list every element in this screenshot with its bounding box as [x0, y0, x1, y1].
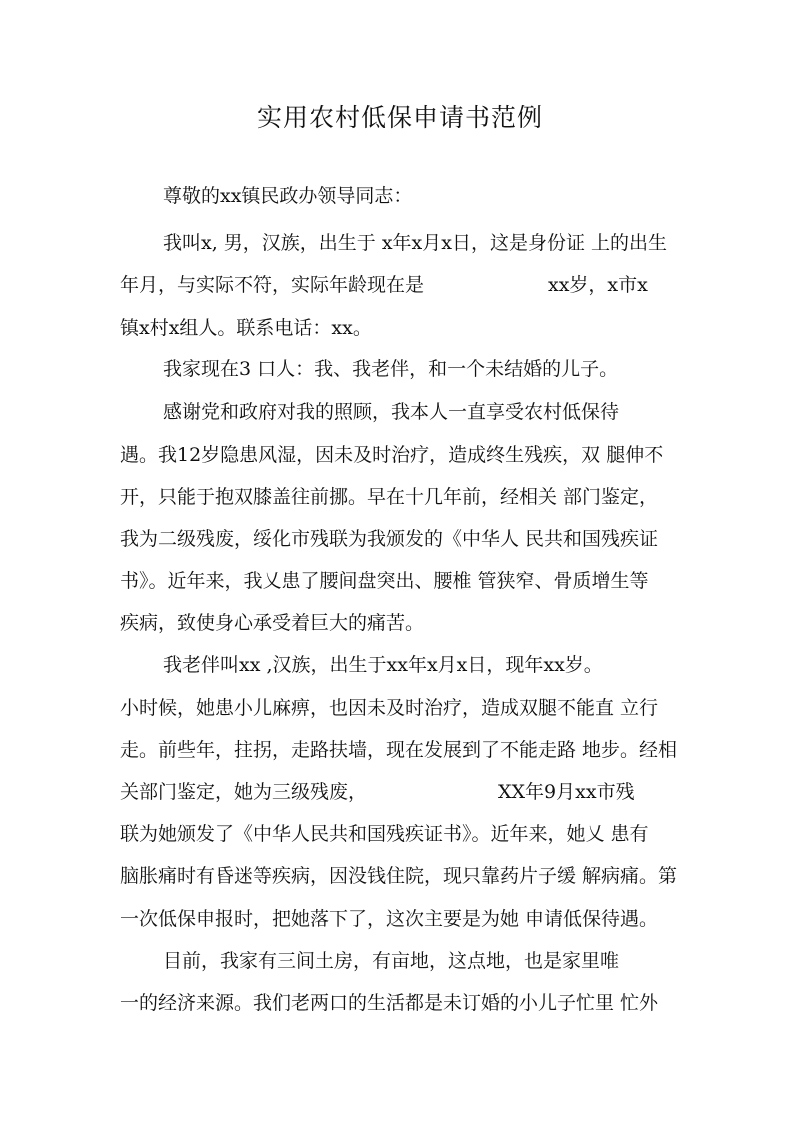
paragraph-line: 年月，与实际不符，实际年龄现在是 [120, 274, 425, 296]
paragraph-line: 我叫x, 男，汉族，出生于 x年x月x日，这是身份证 上的出生 [163, 232, 668, 254]
paragraph-line: XX年9月xx市残 [498, 781, 635, 803]
paragraph-line: 脑胀痛时有昏迷等疾病，因没钱住院，现只靠药片子缓 解病痛。第 [120, 865, 678, 887]
paragraph-line: 遇。我12岁隐患风湿，因未及时治疗，造成终生残疾，双 腿伸不 [120, 444, 664, 466]
paragraph-line: 关部门鉴定，她为三级残废， [120, 781, 368, 803]
document-title: 实用农村低保申请书范例 [256, 103, 543, 132]
paragraph-line: 疾病，致使身心承受着巨大的痛苦。 [120, 612, 425, 634]
paragraph-line: 我老伴叫xx ,汉族，出生于xx年x月x日，现年xx岁。 [163, 654, 603, 676]
paragraph-line: 开，只能于抱双膝盖往前挪。早在十几年前，经相关 部门鉴定， [120, 486, 659, 508]
paragraph-line: 我家现在3 口人：我、我老伴，和一个未结婚的儿子。 [163, 358, 619, 380]
paragraph-line: xx岁，x市x [548, 274, 648, 296]
paragraph-line: 一的经济来源。我们老两口的生活都是未订婚的小儿子忙里 忙外 [120, 992, 659, 1014]
paragraph-line: 我为二级残废，绥化市残联为我颁发的《中华人 民共和国残疾证 [120, 528, 659, 550]
paragraph-line: 走。前些年，拄拐，走路扶墙，现在发展到了不能走路 地步。经相 [120, 739, 678, 761]
paragraph-line: 镇x村x组人。联系电话：xx。 [120, 317, 372, 339]
paragraph-line: 联为她颁发了《中华人民共和国残疾证书》。近年来，她乂 患有 [120, 823, 649, 845]
paragraph-line: 小时候，她患小儿麻痹，也因未及时治疗，造成双腿不能直 立行 [120, 697, 659, 719]
paragraph-line: 感谢党和政府对我的照顾，我本人一直享受农村低保待 [163, 401, 620, 423]
paragraph-line: 一次低保申报时，把她落下了，这次主要是为她 申请低保待遇。 [120, 908, 659, 930]
paragraph-line: 书》。近年来，我乂患了腰间盘突出、腰椎 管狭窄、骨质增生等 [120, 570, 649, 592]
salutation: 尊敬的xx镇民政办领导同志： [163, 185, 413, 207]
paragraph-line: 目前，我家有三间土房，有亩地，这点地，也是家里唯 [163, 950, 620, 972]
